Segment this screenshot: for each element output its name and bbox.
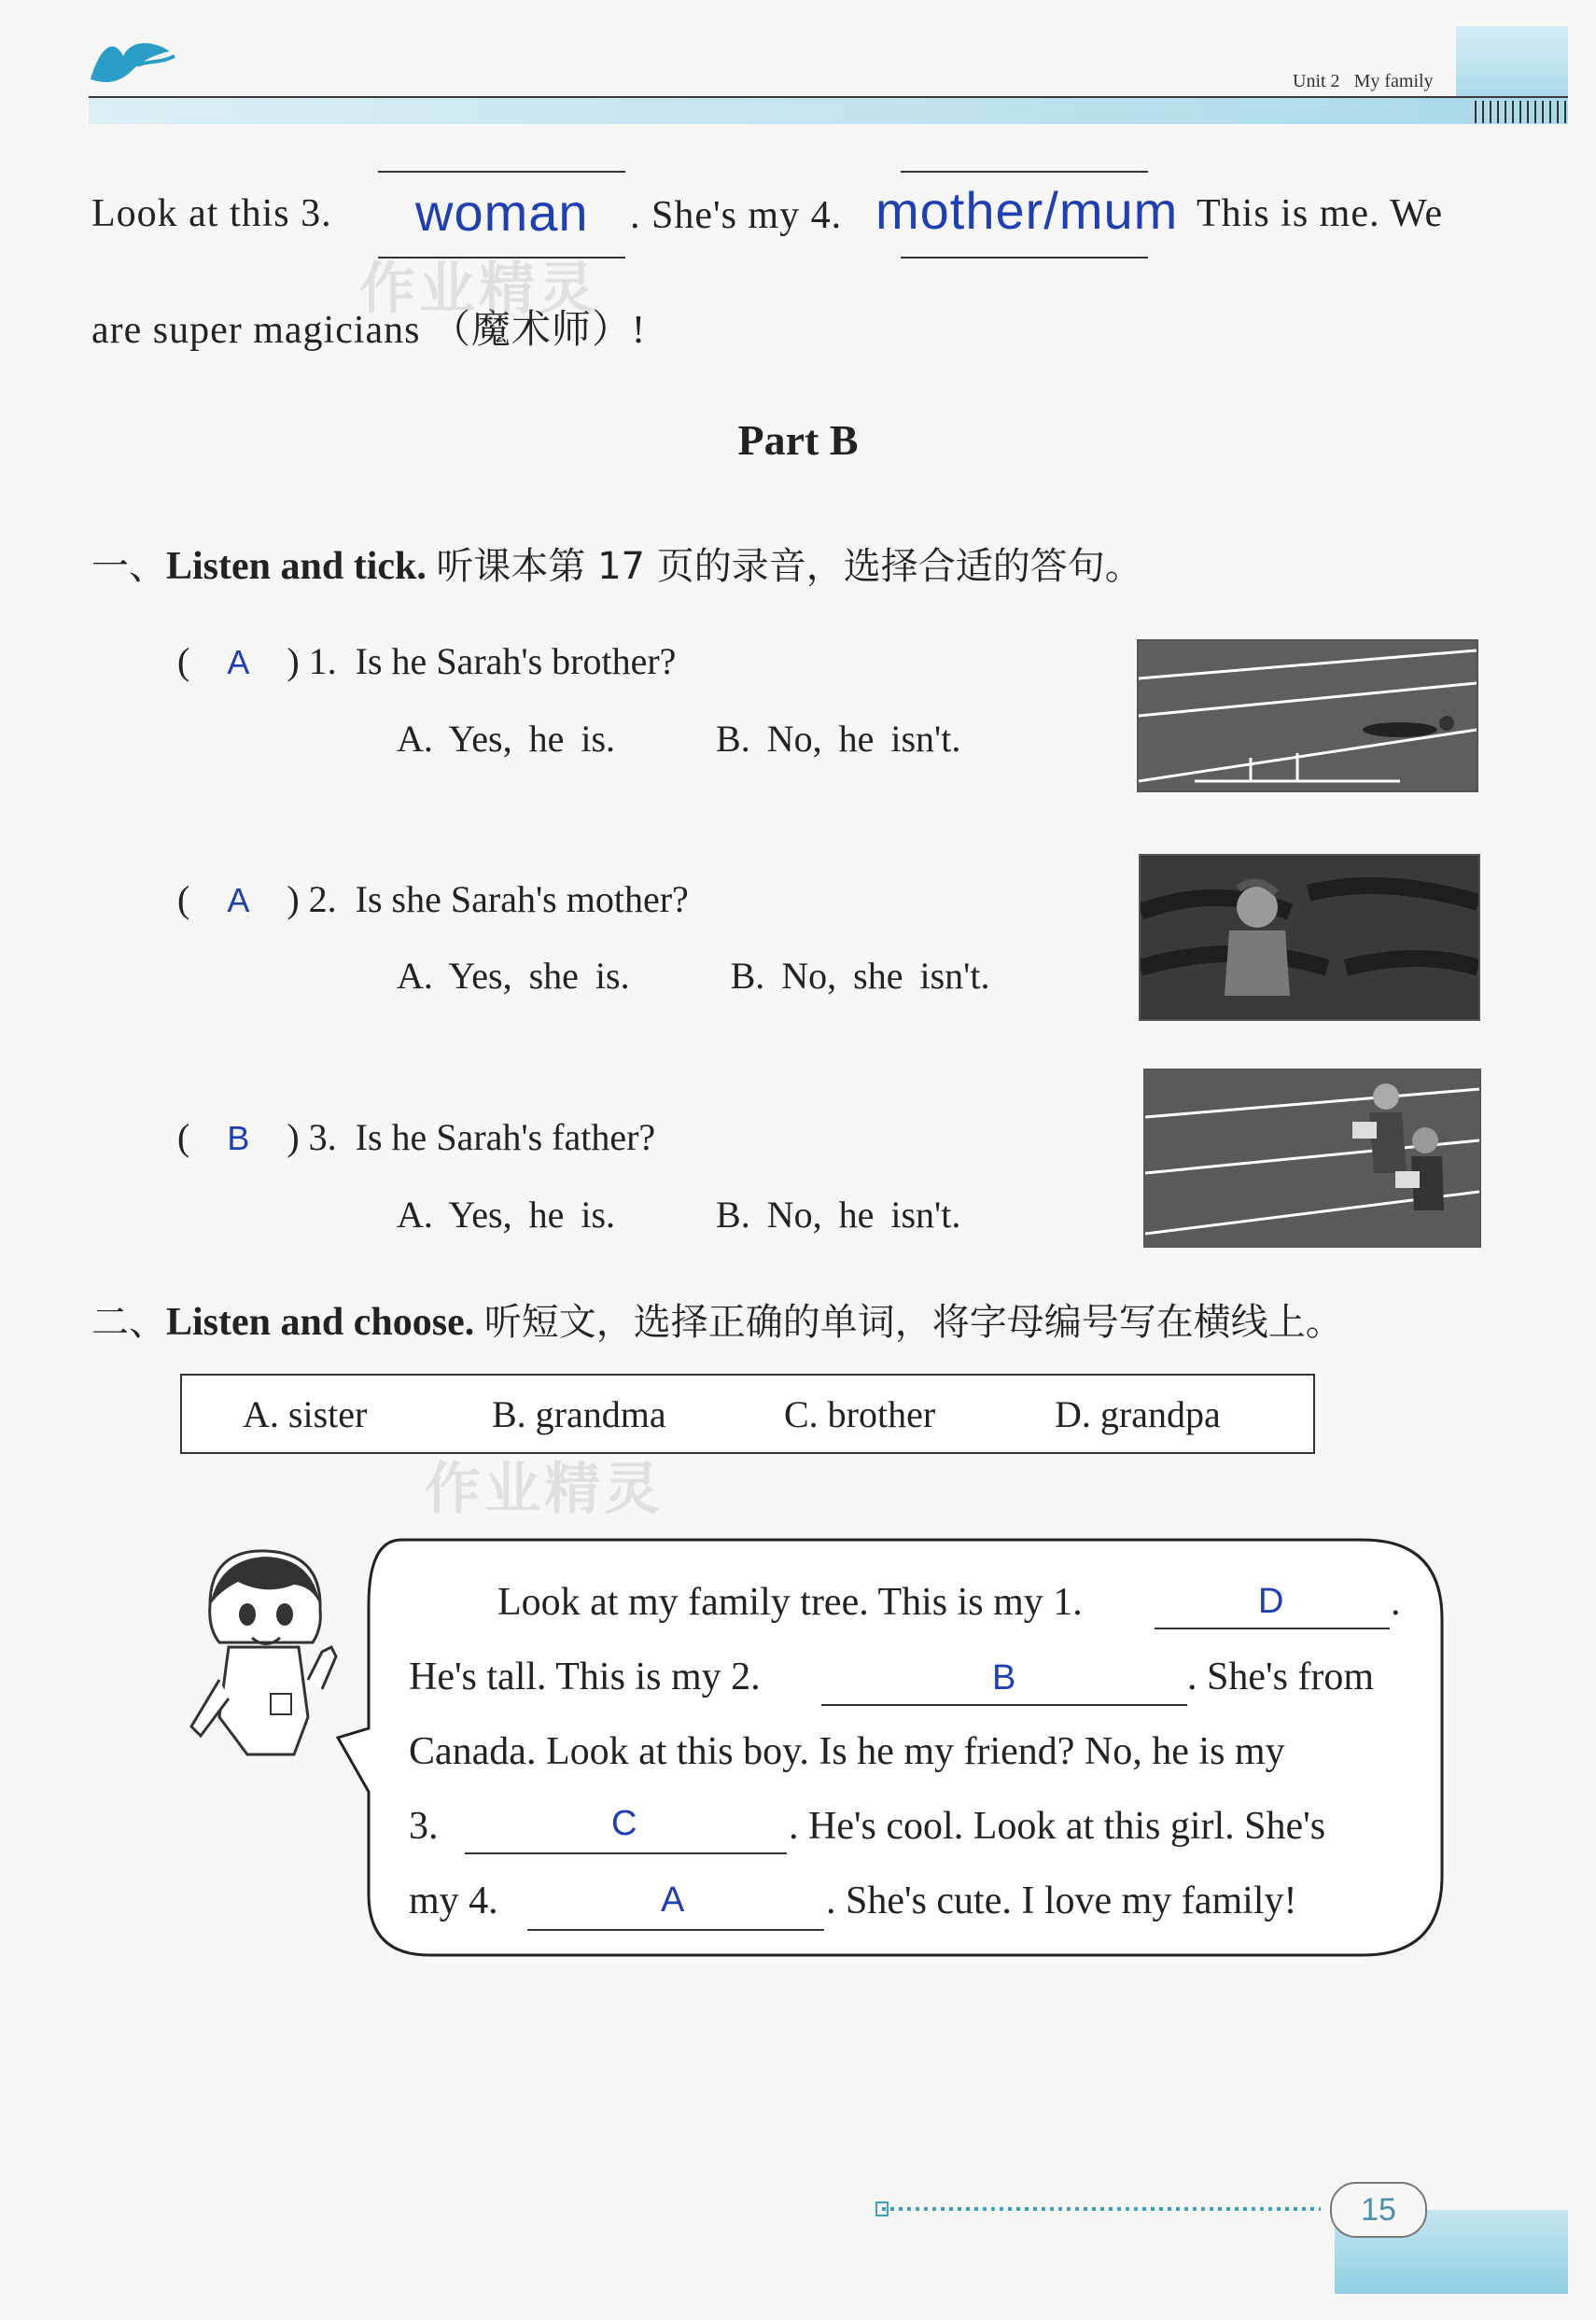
section-2-number: 二、 bbox=[91, 1301, 166, 1344]
question-1-options bbox=[397, 717, 960, 761]
unit-topic: My family bbox=[1353, 71, 1434, 91]
question-1: ( A ) 1. Is he Sarah's brother? bbox=[177, 640, 677, 682]
unit-label bbox=[1293, 71, 1434, 92]
q1-option-a[interactable]: A. Yes, he is. bbox=[397, 718, 616, 760]
section-1-instruction: 听课本第 17 页的录音，选择合适的答句。 bbox=[436, 545, 1142, 588]
watermark-2: 作业精灵 bbox=[425, 1457, 664, 1522]
q1-option-b[interactable]: B. No, he isn't. bbox=[716, 718, 961, 760]
story-blank-2[interactable] bbox=[821, 1704, 1187, 1706]
header-corner-band bbox=[1456, 26, 1568, 101]
answer-3: woman bbox=[415, 183, 589, 242]
choice-b: B. grandma bbox=[492, 1393, 666, 1435]
question-2: ( A ) 2. Is she Sarah's mother? bbox=[177, 878, 689, 920]
story-line-4b: . He's cool. Look at this girl. She's bbox=[789, 1805, 1326, 1848]
q3-option-a[interactable]: A. Yes, he is. bbox=[397, 1194, 616, 1236]
section-1-heading bbox=[91, 537, 1142, 590]
intro-line-1b: . She's my 4. bbox=[630, 194, 843, 237]
section-1-number: 一、 bbox=[91, 545, 166, 588]
story-answer-3: C bbox=[611, 1804, 637, 1843]
question-2-text: Is she Sarah's mother? bbox=[355, 878, 689, 920]
question-3: ( B ) 3. Is he Sarah's father? bbox=[177, 1116, 656, 1158]
intro-line-1a: Look at this 3. bbox=[91, 192, 332, 235]
answer-q1[interactable]: A bbox=[227, 643, 250, 681]
q2-option-b[interactable]: B. No, she isn't. bbox=[730, 955, 990, 997]
story-blank-1[interactable] bbox=[1155, 1628, 1390, 1629]
question-1-text: Is he Sarah's brother? bbox=[355, 640, 677, 682]
unit-number: Unit 2 bbox=[1293, 71, 1340, 91]
story-blank-4[interactable] bbox=[527, 1929, 824, 1931]
blank-line-top-4 bbox=[901, 171, 1148, 173]
runners-picture bbox=[1143, 1069, 1481, 1248]
section-2-title: Listen and choose. bbox=[166, 1301, 475, 1344]
question-3-text: Is he Sarah's father? bbox=[355, 1116, 656, 1158]
story-blank-3[interactable] bbox=[465, 1852, 787, 1854]
section-2-heading bbox=[91, 1293, 1343, 1346]
story-line-2a: He's tall. This is my 2. bbox=[409, 1656, 761, 1698]
choice-d: D. grandpa bbox=[1055, 1393, 1221, 1435]
answer-4: mother/mum bbox=[875, 181, 1179, 240]
answer-q2[interactable]: A bbox=[227, 881, 250, 919]
intro-line-1c: This is me. We bbox=[1197, 192, 1444, 235]
story-line-3: Canada. Look at this boy. Is he my friend? No, he is my bbox=[409, 1730, 1285, 1773]
watermark: 作业精灵 bbox=[359, 257, 598, 322]
word-choice-box bbox=[180, 1374, 1315, 1454]
intro-line-2: are super magicians （魔术师）! bbox=[91, 309, 647, 352]
page-number: 15 bbox=[1330, 2182, 1427, 2238]
section-1-title: Listen and tick. bbox=[166, 545, 427, 588]
story-line-2b: . She's from bbox=[1187, 1656, 1375, 1698]
race-finish-picture bbox=[1137, 639, 1478, 792]
story-line-1: Look at my family tree. This is my 1. bbox=[497, 1581, 1083, 1624]
story-answer-2: B bbox=[992, 1658, 1016, 1698]
question-2-number: 2. bbox=[308, 878, 337, 920]
section-2-instruction: 听短文，选择正确的单词，将字母编号写在横线上。 bbox=[483, 1301, 1343, 1344]
header-rule bbox=[89, 96, 1568, 98]
stands-spectator-picture bbox=[1139, 854, 1480, 1021]
answer-q3[interactable]: B bbox=[227, 1119, 250, 1157]
q2-option-a[interactable]: A. Yes, she is. bbox=[397, 955, 630, 997]
question-3-number: 3. bbox=[308, 1116, 337, 1158]
blank-line-top-3 bbox=[378, 171, 625, 173]
header-band bbox=[89, 98, 1568, 124]
question-2-options bbox=[397, 954, 990, 998]
part-title: Part B bbox=[737, 416, 859, 464]
question-1-number: 1. bbox=[308, 640, 337, 682]
header-ticks bbox=[1475, 101, 1568, 123]
story-answer-4: A bbox=[661, 1880, 685, 1920]
story-line-5b: . She's cute. I love my family! bbox=[826, 1880, 1297, 1922]
q3-option-b[interactable]: B. No, he isn't. bbox=[716, 1194, 961, 1236]
story-answer-1: D bbox=[1258, 1582, 1284, 1621]
blank-line-4[interactable] bbox=[901, 257, 1148, 259]
question-3-options bbox=[397, 1193, 960, 1237]
story-line-1-period: . bbox=[1391, 1581, 1401, 1624]
bird-logo-icon bbox=[86, 28, 179, 93]
story-line-5a: my 4. bbox=[409, 1880, 498, 1922]
story-line-4a: 3. bbox=[409, 1805, 439, 1848]
choice-a: A. sister bbox=[243, 1393, 368, 1435]
footer-dotted-line bbox=[882, 2207, 1321, 2211]
choice-c: C. brother bbox=[784, 1393, 936, 1435]
boy-character-picture bbox=[182, 1540, 341, 1773]
